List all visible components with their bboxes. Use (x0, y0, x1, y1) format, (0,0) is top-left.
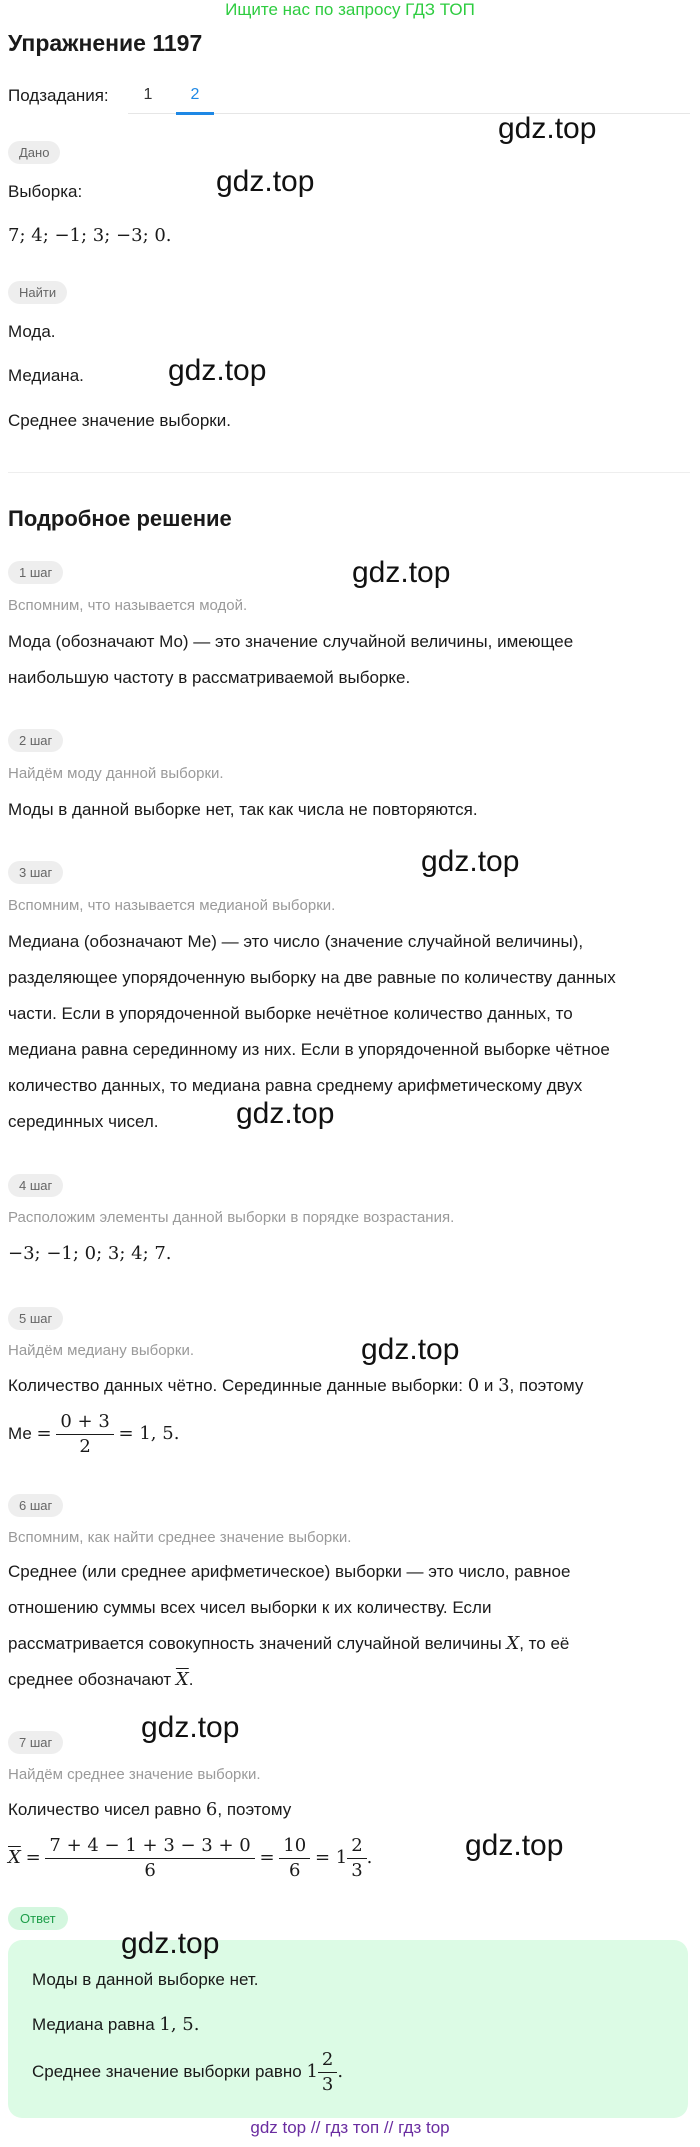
active-tab-indicator (176, 112, 214, 115)
solution-title: Подробное решение (8, 506, 232, 531)
step-6-line: Среднее (или среднее арифметическое) выборки — это число, равное (8, 1562, 571, 1581)
given-badge: Дано (8, 141, 60, 164)
step-5-text-pre: Количество данных чётно. Серединные данные выборки: (8, 1376, 468, 1395)
step-6-text (8, 1554, 688, 1698)
step-4-badge: 4 шаг (8, 1174, 63, 1197)
sorted-sample: −3; −1; 0; 3; 4; 7. (8, 1243, 172, 1264)
fraction-numerator: 7 + 4 − 1 + 3 − 3 + 0 (45, 1834, 254, 1859)
watermark: gdz.top (121, 1927, 220, 1960)
step-3-text (8, 924, 688, 1140)
watermark: gdz.top (216, 165, 315, 198)
step-3-hint: Вспомним, что называется медианой выборки. (8, 897, 336, 914)
step-1-hint: Вспомним, что называется модой. (8, 597, 248, 614)
promo-banner: Ищите нас по запросу ГДЗ ТОП (225, 0, 475, 19)
step-7-text-pre: Количество чисел равно (8, 1800, 206, 1819)
watermark: gdz.top (168, 354, 267, 387)
mixed-number-whole: = 1 (314, 1846, 348, 1868)
step-3-line: Медиана (обозначают Ме) — это число (значение случайной величины), (8, 932, 584, 951)
equals-sign: = (36, 1422, 52, 1444)
fraction-denominator: 6 (144, 1860, 156, 1881)
answer-median (32, 2013, 199, 2037)
middle-value-0: 0 (467, 1375, 480, 1396)
count-value: 6 (205, 1799, 218, 1820)
step-6-badge: 6 шаг (8, 1494, 63, 1517)
middle-value-3: 3 (498, 1375, 510, 1396)
step-7-text-post: , поэтому (217, 1800, 292, 1819)
step-7-text (8, 1798, 291, 1822)
fraction-denominator: 3 (321, 2074, 334, 2095)
step-6-line4-pre: среднее обозначают (8, 1670, 176, 1689)
fraction-numerator: 10 (279, 1834, 310, 1859)
answer-mean-whole: 1 (306, 2060, 318, 2082)
watermark: gdz.top (498, 112, 597, 145)
section-divider (8, 472, 690, 473)
step-1-line: Мода (обозначают Мо) — это значение случайной величины, имеющее (8, 632, 574, 651)
mixed-number-fraction (347, 1834, 366, 1883)
median-symbol: Ме (8, 1423, 32, 1443)
answer-badge: Ответ (8, 1907, 68, 1930)
median-fraction (56, 1410, 113, 1459)
footer-separator: // (383, 2118, 394, 2137)
watermark: gdz.top (421, 845, 520, 878)
step-7-badge: 7 шаг (8, 1731, 63, 1754)
step-5-hint: Найдём медиану выборки. (8, 1342, 195, 1359)
watermark: gdz.top (141, 1711, 240, 1744)
step-5-text (8, 1374, 583, 1398)
answer-median-pre: Медиана равна (32, 2015, 160, 2034)
tab-subtask-1[interactable]: 1 (143, 86, 153, 103)
mean-formula (8, 1834, 372, 1883)
watermark: gdz.top (465, 1829, 564, 1862)
step-1-text (8, 624, 688, 696)
step-6-line4-post: . (188, 1670, 194, 1689)
step-3-line: серединных чисел. (8, 1112, 159, 1131)
fraction-numerator: 2 (318, 2048, 337, 2073)
equals-sign: = (259, 1846, 275, 1868)
fraction-numerator: 0 + 3 (56, 1410, 113, 1435)
step-3-line: разделяющее упорядоченную выборку на две равные по количеству данных (8, 968, 616, 987)
sample-label: Выборка: (8, 182, 83, 201)
step-5-badge: 5 шаг (8, 1307, 63, 1330)
fraction-numerator: 2 (347, 1834, 366, 1859)
step-3-line: количество данных, то медиана равна среднему арифметическому двух (8, 1076, 583, 1095)
median-formula (8, 1410, 179, 1459)
footer-separator: // (310, 2118, 321, 2137)
page-title: Упражнение 1197 (8, 30, 203, 56)
step-6-line (8, 1662, 688, 1698)
ratio-fraction (279, 1834, 310, 1883)
step-6-line (8, 1626, 688, 1662)
step-2-text (8, 792, 688, 828)
step-1-badge: 1 шаг (8, 561, 63, 584)
variable-x: X (506, 1633, 520, 1654)
watermark: gdz.top (352, 556, 451, 589)
formula-end: . (366, 1846, 373, 1868)
step-1-line: наибольшую частоту в рассматриваемой выборке. (8, 668, 411, 687)
step-6-line: отношению суммы всех чисел выборки к их количеству. Если (8, 1598, 492, 1617)
find-item-mean: Среднее значение выборки. (8, 411, 231, 430)
footer-link-gdz-top[interactable]: gdz top (250, 2118, 307, 2137)
step-2-line: Моды в данной выборке нет, так как числа не повторяются. (8, 800, 478, 819)
answer-median-value: 1, 5. (159, 2014, 200, 2035)
watermark: gdz.top (361, 1333, 460, 1366)
find-item-mode: Мода. (8, 322, 56, 341)
median-result: = 1, 5. (118, 1422, 180, 1444)
tab-subtask-2[interactable]: 2 (190, 86, 200, 103)
find-badge: Найти (8, 281, 67, 304)
variable-x-bar: $\overline{X}$ (175, 1669, 189, 1690)
sample-values: 7; 4; −1; 3; −3; 0. (8, 225, 172, 246)
step-6-hint: Вспомним, как найти среднее значение выборки. (8, 1529, 352, 1546)
answer-mean (32, 2048, 343, 2097)
answer-mode: Моды в данной выборке нет. (32, 1970, 259, 1989)
answer-mean-pre: Среднее значение выборки равно (32, 2061, 307, 2081)
step-7-hint: Найдём среднее значение выборки. (8, 1766, 261, 1783)
subtasks-label: Подзадания: (8, 86, 109, 105)
sum-fraction (45, 1834, 254, 1883)
step-2-badge: 2 шаг (8, 729, 63, 752)
step-6-line3-pre: рассматривается совокупность значений случайной величины (8, 1634, 507, 1653)
step-5-and: и (479, 1376, 499, 1395)
step-5-text-post: , поэтому (509, 1376, 584, 1395)
footer-links (0, 2118, 700, 2138)
answer-mean-fraction (318, 2048, 337, 2097)
watermark: gdz.top (236, 1097, 335, 1130)
step-3-badge: 3 шаг (8, 861, 63, 884)
footer-link-gdz-top-mixed[interactable]: гдз top (398, 2118, 450, 2137)
step-4-hint: Расположим элементы данной выборки в порядке возрастания. (8, 1209, 455, 1226)
step-3-line: медиана равна серединному из них. Если в упорядоченной выборке чётное (8, 1040, 610, 1059)
answer-mean-end: . (337, 2060, 344, 2082)
fraction-denominator: 2 (79, 1436, 91, 1457)
equals-sign: = (25, 1846, 41, 1868)
fraction-denominator: 3 (351, 1860, 363, 1881)
fraction-denominator: 6 (289, 1860, 301, 1881)
step-3-line: части. Если в упорядоченной выборке нечётное количество данных, то (8, 1004, 573, 1023)
mean-symbol: $\overline{X}$ (8, 1846, 21, 1868)
footer-link-gdz-top-ru[interactable]: гдз топ (325, 2118, 380, 2137)
find-item-median: Медиана. (8, 366, 84, 385)
step-6-line3-post: , то её (519, 1634, 570, 1653)
step-2-hint: Найдём моду данной выборки. (8, 765, 224, 782)
